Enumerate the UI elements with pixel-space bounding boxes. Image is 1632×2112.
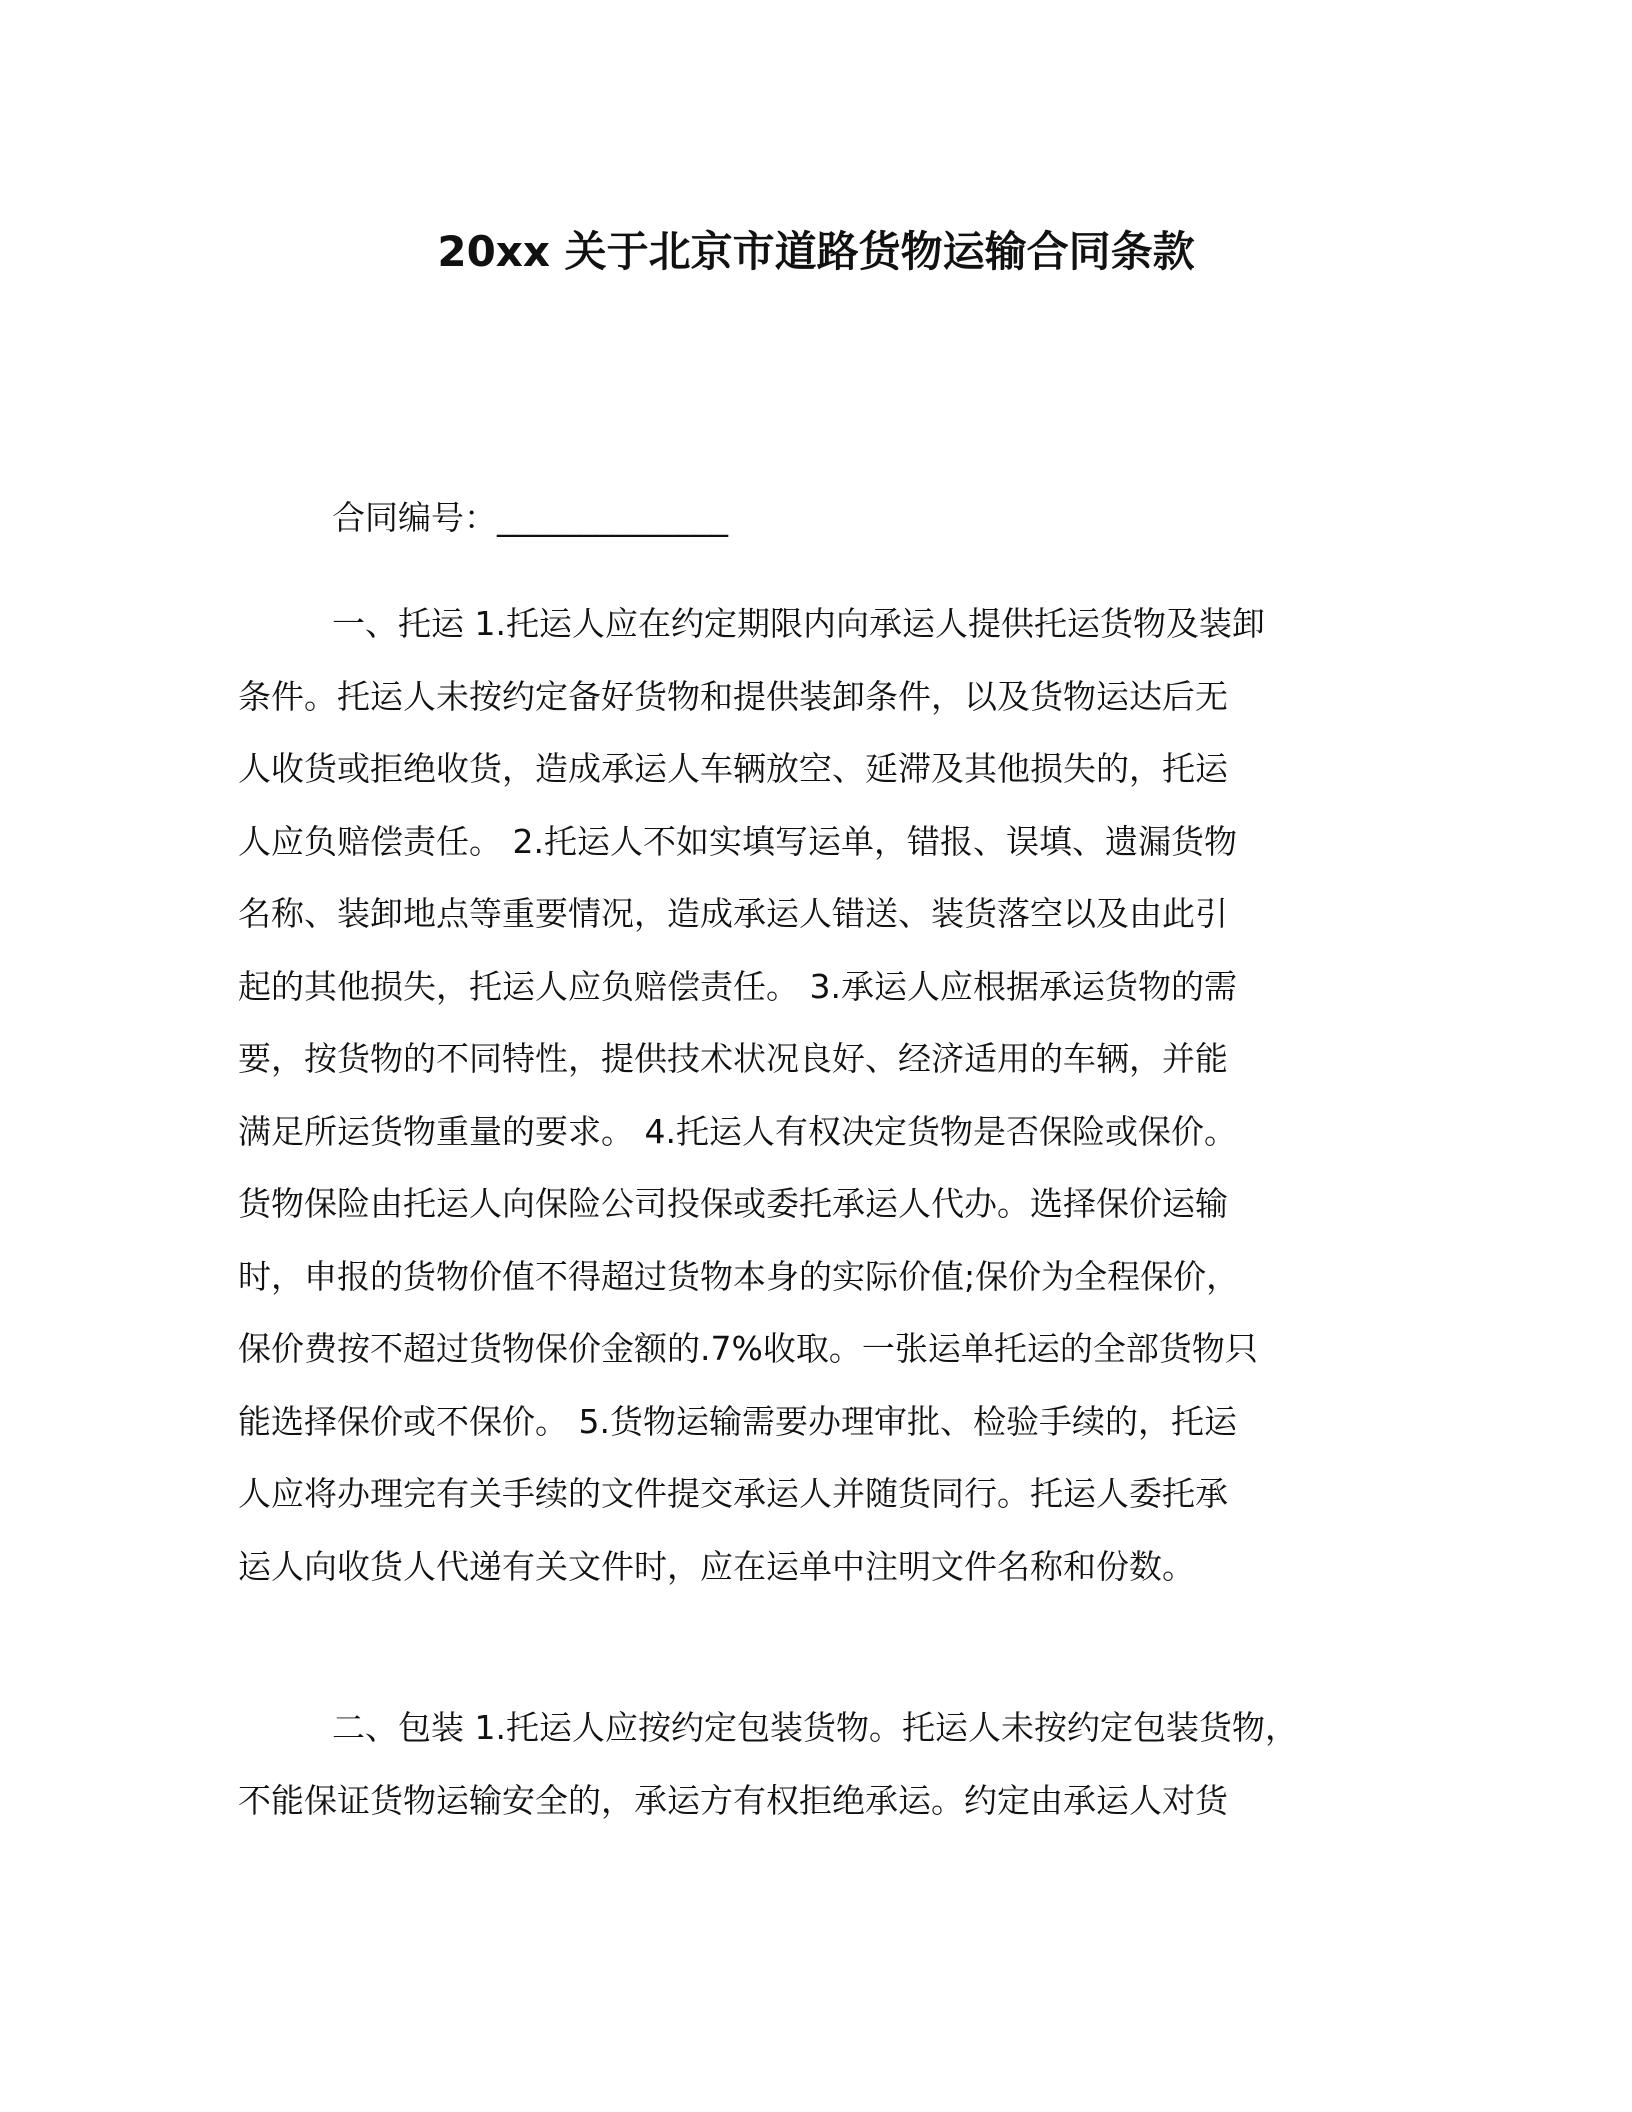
document-title: 20xx 关于北京市道路货物运输合同条款 xyxy=(437,227,1195,276)
paragraph-line: 满足所运货物重量的要求。 4.托运人有权决定货物是否保险或保价。 xyxy=(238,1111,1237,1151)
paragraph-line: 人收货或拒绝收货，造成承运人车辆放空、延滞及其他损失的，托运 xyxy=(238,749,1228,788)
paragraph-line: 名称、装卸地点等重要情况，造成承运人错送、装货落空以及由此引 xyxy=(238,894,1228,933)
paragraph-line: 人应将办理完有关手续的文件提交承运人并随货同行。托运人委托承 xyxy=(238,1474,1228,1513)
paragraph-line: 不能保证货物运输安全的，承运方有权拒绝承运。约定由承运人对货 xyxy=(238,1780,1228,1820)
paragraph-line: 人应负赔偿责任。 2.托运人不如实填写运单，错报、误填、遗漏货物 xyxy=(238,821,1237,861)
paragraph-line: 条件。托运人未按约定备好货物和提供装卸条件，以及货物运达后无 xyxy=(238,676,1228,716)
paragraph-line: 要，按货物的不同特性，提供技术状况良好、经济适用的车辆，并能 xyxy=(238,1039,1228,1078)
paragraph-line: 一、托运 1.托运人应在约定期限内向承运人提供托运货物及装卸 xyxy=(332,604,1265,643)
contract-number-label: 合同编号：______________ xyxy=(332,498,728,537)
paragraph-line: 起的其他损失，托运人应负赔偿责任。 3.承运人应根据承运货物的需 xyxy=(238,966,1237,1006)
paragraph-line: 时，申报的货物价值不得超过货物本身的实际价值;保价为全程保价， xyxy=(238,1256,1240,1296)
paragraph-line: 货物保险由托运人向保险公司投保或委托承运人代办。选择保价运输 xyxy=(238,1184,1228,1223)
section-consignment xyxy=(238,588,1406,1603)
paragraph-line: 运人向收货人代递有关文件时，应在运单中注明文件名称和份数。 xyxy=(238,1546,1195,1586)
paragraph-line: 二、包装 1.托运人应按约定包装货物。托运人未按约定包装货物， xyxy=(332,1708,1298,1747)
paragraph-line: 保价费按不超过货物保价金额的.7%收取。一张运单托运的全部货物只 xyxy=(238,1329,1258,1368)
section-packaging xyxy=(238,1692,1406,1837)
paragraph-line: 能选择保价或不保价。 5.货物运输需要办理审批、检验手续的，托运 xyxy=(238,1401,1237,1441)
